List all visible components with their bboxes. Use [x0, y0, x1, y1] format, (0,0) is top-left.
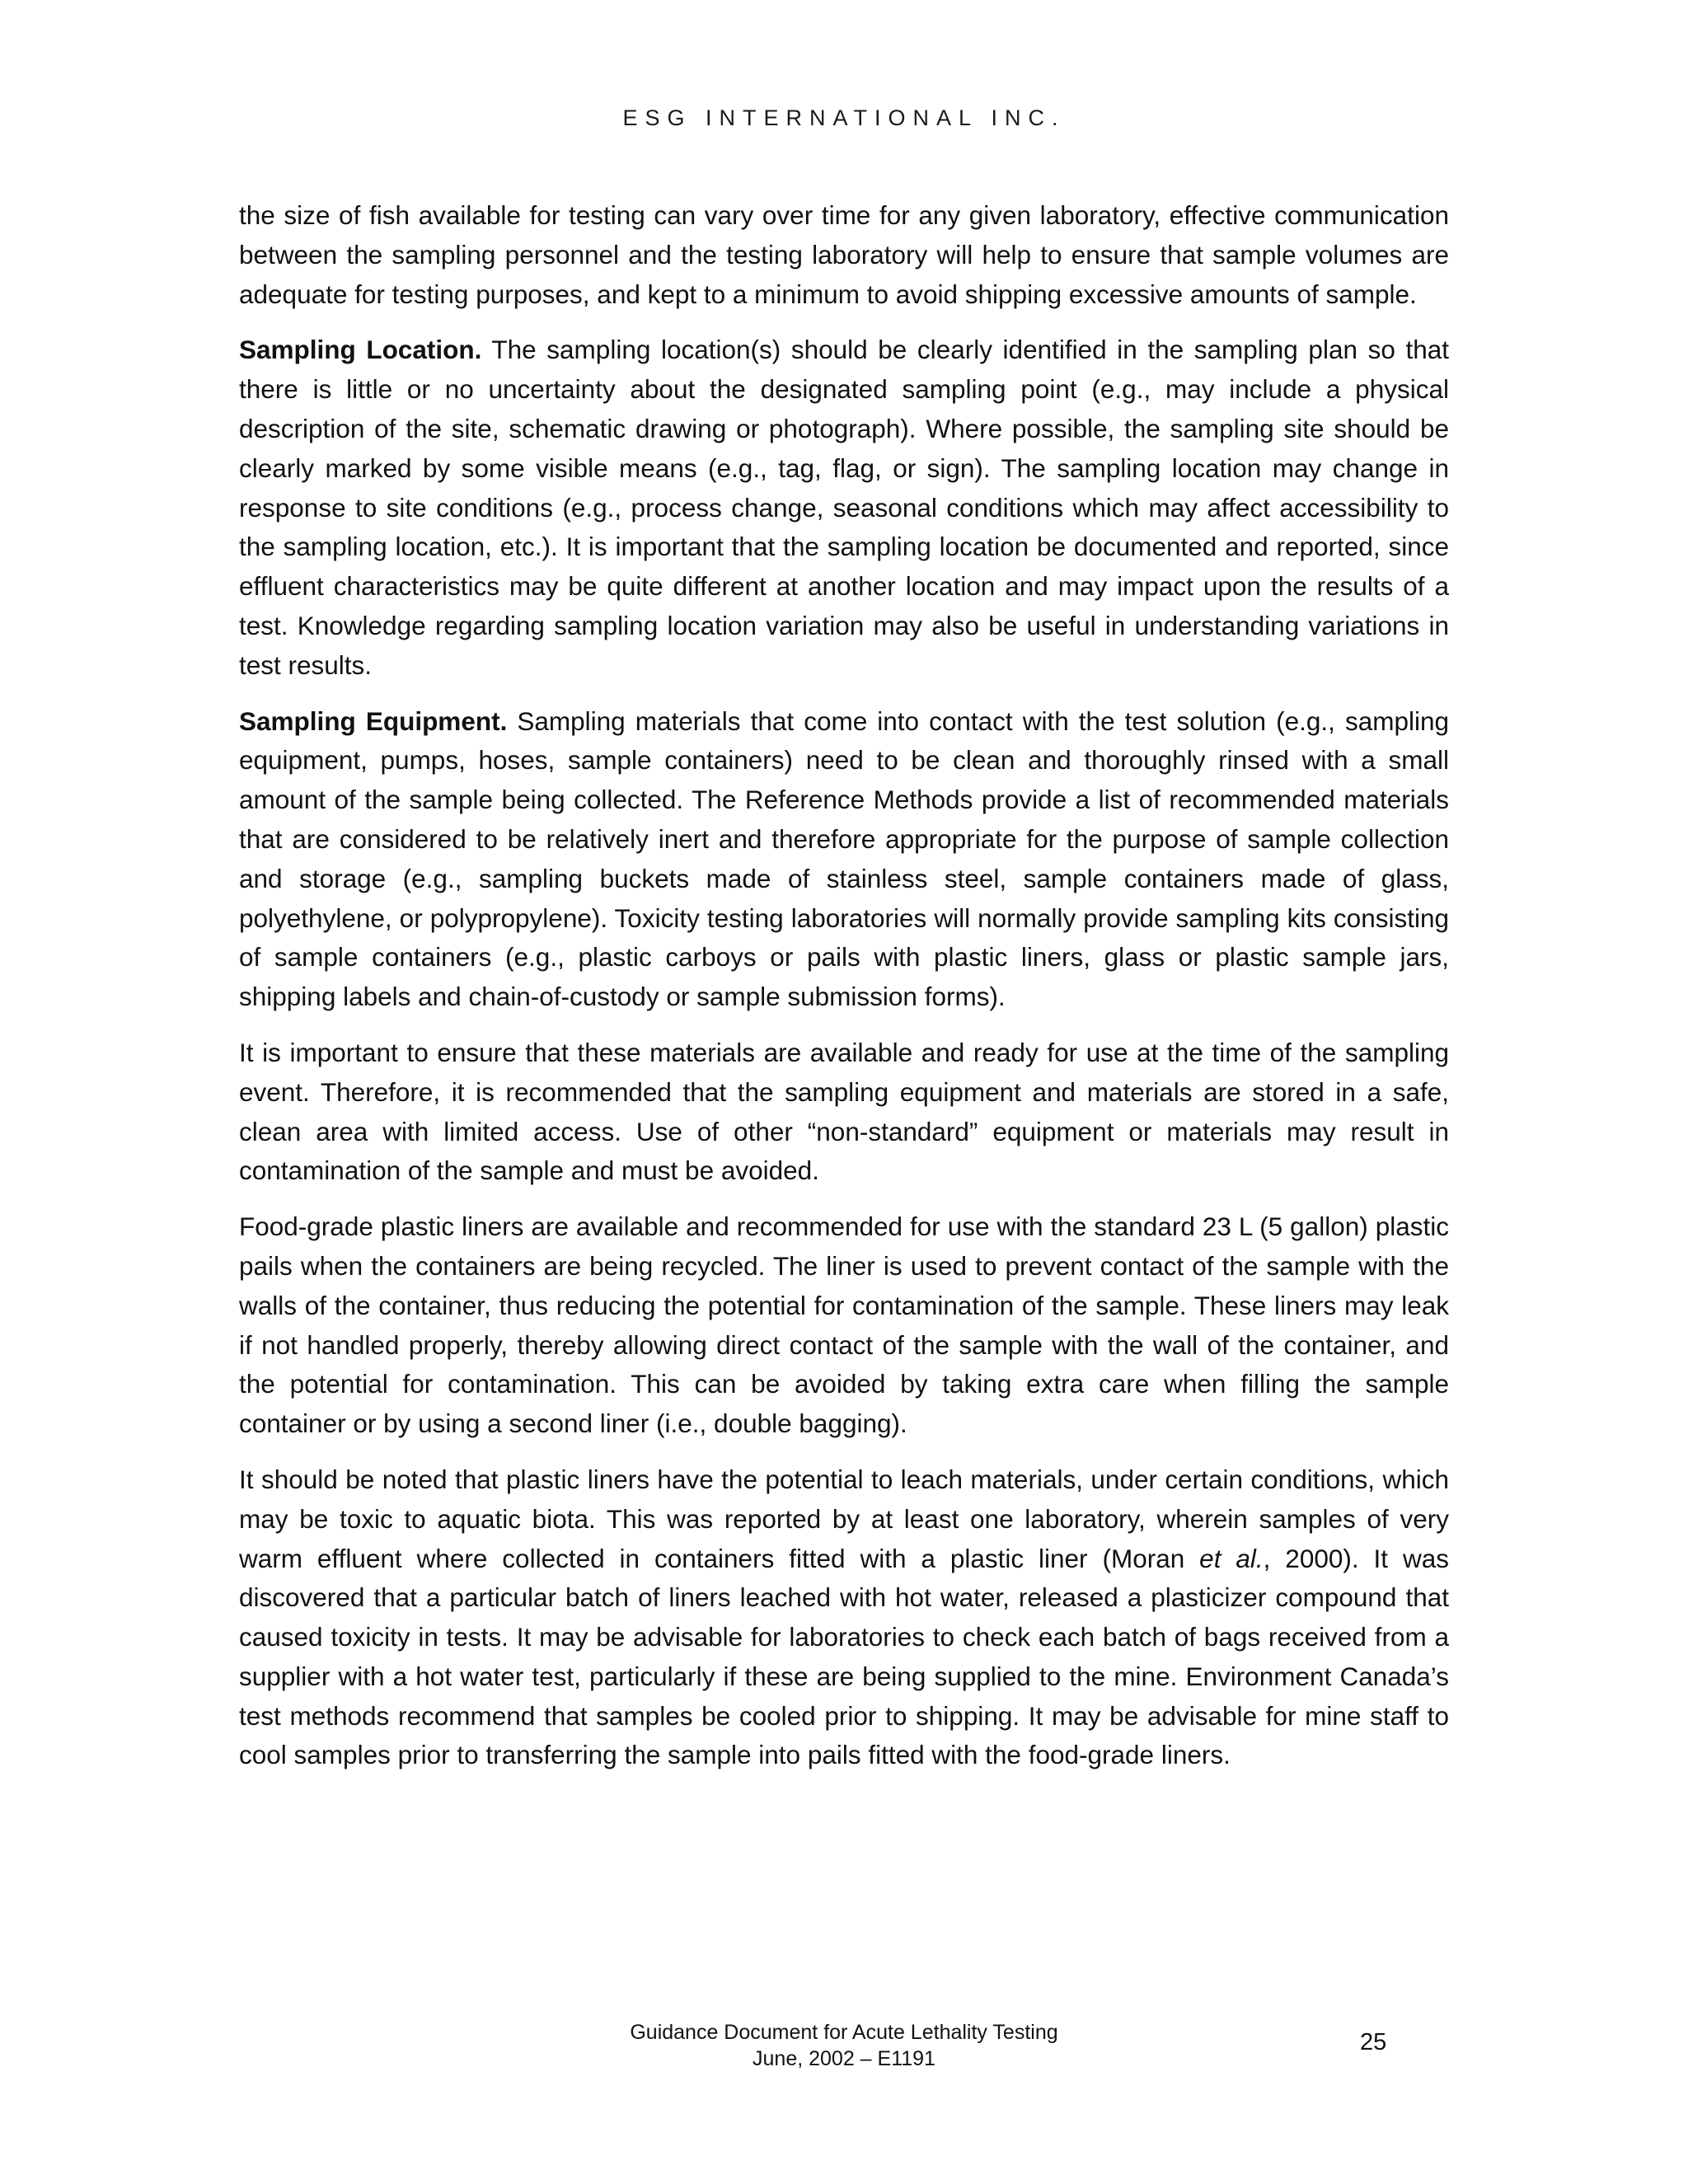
run-in-heading-sampling-equipment: Sampling Equipment. [239, 705, 508, 736]
footer-date-code: June, 2002 – E1191 [753, 2047, 935, 2070]
paragraph-text: The sampling location(s) should be clearly identified in the sampling plan so that there is little or no uncertainty about the designated sampling point (e.g., may include a physical description of the site, schematic drawing or photograph). Where possible, the sampling site should be clearly marked by some visible means (e.g., tag, flag, or sign). The sampling location may change in response to site conditions (e.g., process change, seasonal conditions which may affect accessibility to the sampling location, etc.). It is important that the sampling location be documented and reported, since effluent characteristics may be quite different at another location and may impact upon the results of a test. Knowledge regarding sampling location variation may also be useful in understanding variations in test results. [239, 335, 1450, 680]
paragraph-text: , 2000). It was discovered that a particular batch of liners leached with hot water, released a plasticizer compound that caused toxicity in tests. It may be advisable for laboratories to check each batch of bags received from a supplier with a hot water test, particularly if these are being supplied to the mine. Environment Canada’s test methods recommend that samples be cooled prior to shipping. It may be advisable for mine staff to cool samples prior to transferring the sample into pails fitted with the food-grade liners. [239, 1543, 1449, 1770]
paragraph-liner-leaching [239, 1460, 1449, 1775]
main-content [239, 196, 1449, 1792]
run-in-heading-sampling-location: Sampling Location. [239, 335, 482, 365]
running-header: ESG INTERNATIONAL INC. [622, 105, 1066, 130]
paragraph-materials-availability: It is important to ensure that these materials are available and ready for use at the time of the sampling event. Therefore, it is recommended that the sampling equipment and materials are stored in a safe, clean area with limited access. Use of other “non-standard” equipment or materials may result in contamination of the sample and must be avoided. [239, 1037, 1449, 1186]
paragraph-fish-size-continuation: the size of fish available for testing can vary over time for any given laboratory, effective communication between the sampling personnel and the testing laboratory will help to ensure that sample volumes are adequate for testing purposes, and kept to a minimum to avoid shipping excessive amounts of sample. [239, 200, 1449, 309]
footer-document-title: Guidance Document for Acute Lethality Testing [630, 2021, 1058, 2044]
paragraph-sampling-location [239, 330, 1449, 685]
citation-et-al: et al. [1199, 1543, 1264, 1573]
paragraph-food-grade-liners: Food-grade plastic liners are available and recommended for use with the standard 23 L (5 gallon) plastic pails when the containers are being recycled. The liner is used to prevent contact of the sample with the walls of the container, thus reducing the potential for contamination of the sample. These liners may leak if not handled properly, thereby allowing direct contact of the sample with the wall of the container, and the potential for contamination. This can be avoided by taking extra care when filling the sample container or by using a second liner (i.e., double bagging). [239, 1212, 1449, 1439]
paragraph-text: It should be noted that plastic liners have the potential to leach materials, under certain conditions, which may be toxic to aquatic biota. This was reported by at least one laboratory, wherein samples of very warm effluent where collected in containers fitted with a plastic liner (Moran [239, 1464, 1449, 1573]
page-footer [0, 2019, 1688, 2072]
paragraph-sampling-equipment [239, 702, 1449, 1017]
page-number: 25 [1360, 2029, 1387, 2055]
paragraph-text: Sampling materials that come into contact with the test solution (e.g., sampling equipment, pumps, hoses, sample containers) need to be clean and thoroughly rinsed with a small amount of the sample being collected. The Reference Methods provide a list of recommended materials that are considered to be relatively inert and therefore appropriate for the purpose of sample collection and storage (e.g., sampling buckets made of stainless steel, sample containers made of glass, polyethylene, or polypropylene). Toxicity testing laboratories will normally provide sampling kits consisting of sample containers (e.g., plastic carboys or pails with plastic liners, glass or plastic sample jars, shipping labels and chain-of-custody or sample submission forms). [239, 705, 1450, 1012]
